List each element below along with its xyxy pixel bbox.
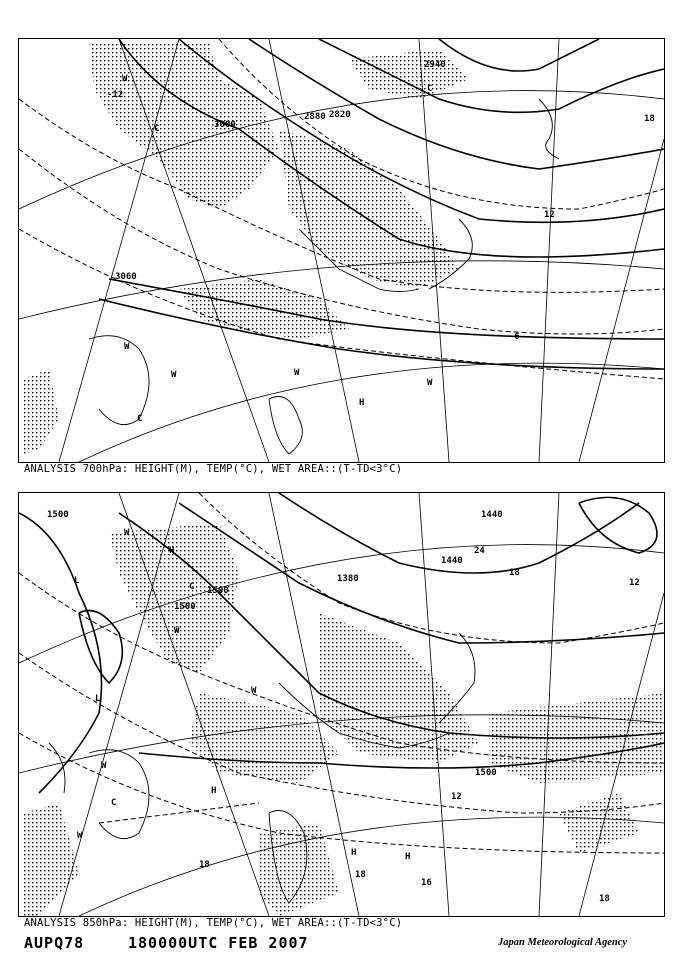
temp-label: 16 [421, 878, 432, 888]
height-label: 1440 [441, 556, 463, 566]
height-label: 3000 [214, 120, 236, 130]
chart-panel-700hpa [18, 38, 665, 463]
pressure-center-label: W [122, 74, 128, 84]
temp-label: 12 [544, 210, 555, 220]
height-label: 2820 [329, 110, 351, 120]
temp-label: 18 [644, 114, 655, 124]
temp-label: 24 [474, 546, 485, 556]
height-label: 2940 [424, 60, 446, 70]
pressure-center-label: H [211, 786, 217, 796]
pressure-center-label: W [171, 370, 177, 380]
height-label: 1500 [47, 510, 69, 520]
temp-label: 18 [599, 894, 610, 904]
pressure-center-label: H [169, 546, 175, 556]
pressure-center-label: C [427, 84, 433, 94]
temp-label: 18 [355, 870, 366, 880]
pressure-center-label: W [294, 368, 300, 378]
pressure-center-label: W [251, 686, 257, 696]
wet-area-700 [24, 44, 469, 454]
pressure-center-label: C [137, 414, 143, 424]
map-850hpa [19, 493, 664, 916]
height-label: 1380 [337, 574, 359, 584]
pressure-center-label: H [405, 852, 411, 862]
height-label: 2880 [304, 112, 326, 122]
height-label: 1440 [481, 510, 503, 520]
pressure-center-label: C [111, 798, 117, 808]
pressure-center-label: H [351, 848, 357, 858]
chart-panel-850hpa [18, 492, 665, 917]
pressure-center-label: W [77, 831, 83, 841]
pressure-center-label: C [189, 582, 195, 592]
agency-credit: Japan Meteorological Agency [498, 937, 628, 948]
temp-label: 18 [199, 860, 210, 870]
temp-label: -12 [107, 90, 124, 100]
pressure-center-label: W [101, 761, 107, 771]
pressure-center-label: W [124, 528, 130, 538]
pressure-center-label: L [95, 694, 101, 704]
pressure-center-label: W [124, 342, 130, 352]
pressure-center-label: H [359, 398, 365, 408]
height-label: 1500 [174, 602, 196, 612]
temp-label: -6 [509, 332, 520, 342]
pressure-center-label: W [427, 378, 433, 388]
pressure-center-label: L [74, 576, 80, 586]
pressure-center-label: W [174, 626, 180, 636]
map-700hpa [19, 39, 664, 462]
chart-code: AUPQ78 [24, 934, 85, 952]
temp-label: 18 [509, 568, 520, 578]
height-label: 3060 [115, 272, 137, 282]
height-label: 1500 [475, 768, 497, 778]
height-label: 1500 [207, 586, 229, 596]
temp-label: 12 [629, 578, 640, 588]
panel-caption-700hpa: ANALYSIS 700hPa: HEIGHT(M), TEMP(°C), WET AREA::(T-TD<3°C) [24, 463, 403, 475]
pressure-center-label: C [154, 124, 160, 134]
temp-label: 12 [451, 792, 462, 802]
valid-time: 180000UTC FEB 2007 [128, 934, 309, 952]
panel-caption-850hpa: ANALYSIS 850hPa: HEIGHT(M), TEMP(°C), WET AREA::(T-TD<3°C) [24, 917, 403, 929]
